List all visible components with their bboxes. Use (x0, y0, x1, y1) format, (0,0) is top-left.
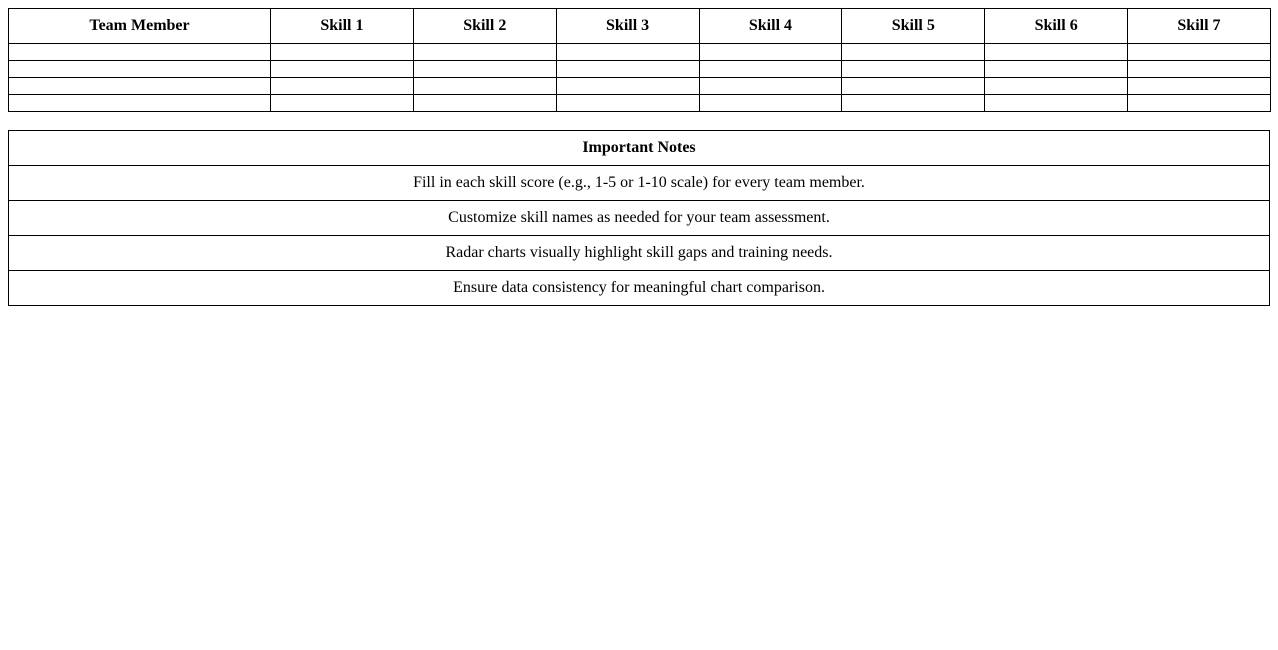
skills-table (8, 8, 1271, 112)
table-cell[interactable] (9, 44, 271, 61)
table-cell[interactable] (1128, 78, 1271, 95)
table-cell[interactable] (699, 44, 842, 61)
table-cell[interactable] (1128, 44, 1271, 61)
table-row (9, 44, 1271, 61)
header-skill-2: Skill 2 (413, 9, 556, 44)
table-cell[interactable] (9, 95, 271, 112)
header-skill-5: Skill 5 (842, 9, 985, 44)
skills-table-body (9, 44, 1271, 112)
table-cell[interactable] (699, 95, 842, 112)
table-cell[interactable] (985, 95, 1128, 112)
header-skill-4: Skill 4 (699, 9, 842, 44)
header-team-member: Team Member (9, 9, 271, 44)
table-cell[interactable] (699, 78, 842, 95)
table-cell[interactable] (985, 78, 1128, 95)
notes-title: Important Notes (9, 131, 1270, 166)
table-row (9, 61, 1271, 78)
notes-header-row (9, 131, 1270, 166)
table-cell[interactable] (413, 44, 556, 61)
note-row (9, 271, 1270, 306)
table-cell[interactable] (556, 78, 699, 95)
note-row (9, 201, 1270, 236)
header-skill-3: Skill 3 (556, 9, 699, 44)
table-cell[interactable] (842, 44, 985, 61)
note-text: Radar charts visually highlight skill gaps and training needs. (9, 236, 1270, 271)
table-cell[interactable] (9, 61, 271, 78)
header-skill-7: Skill 7 (1128, 9, 1271, 44)
notes-table (8, 130, 1270, 306)
table-cell[interactable] (842, 95, 985, 112)
note-row (9, 166, 1270, 201)
table-cell[interactable] (9, 78, 271, 95)
note-text: Customize skill names as needed for your team assessment. (9, 201, 1270, 236)
table-row (9, 95, 1271, 112)
table-cell[interactable] (1128, 61, 1271, 78)
header-row (9, 9, 1271, 44)
table-cell[interactable] (556, 95, 699, 112)
table-row (9, 78, 1271, 95)
note-text: Fill in each skill score (e.g., 1-5 or 1-10 scale) for every team member. (9, 166, 1270, 201)
header-skill-6: Skill 6 (985, 9, 1128, 44)
table-cell[interactable] (413, 95, 556, 112)
table-cell[interactable] (842, 78, 985, 95)
table-cell[interactable] (271, 78, 414, 95)
notes-table-body (9, 166, 1270, 306)
table-cell[interactable] (271, 44, 414, 61)
header-skill-1: Skill 1 (271, 9, 414, 44)
table-cell[interactable] (985, 44, 1128, 61)
table-cell[interactable] (985, 61, 1128, 78)
table-cell[interactable] (271, 61, 414, 78)
table-cell[interactable] (413, 78, 556, 95)
table-cell[interactable] (842, 61, 985, 78)
table-cell[interactable] (556, 44, 699, 61)
table-cell[interactable] (699, 61, 842, 78)
skills-table-header (9, 9, 1271, 44)
table-cell[interactable] (413, 61, 556, 78)
note-text: Ensure data consistency for meaningful chart comparison. (9, 271, 1270, 306)
table-cell[interactable] (556, 61, 699, 78)
notes-table-header (9, 131, 1270, 166)
table-cell[interactable] (1128, 95, 1271, 112)
table-cell[interactable] (271, 95, 414, 112)
note-row (9, 236, 1270, 271)
